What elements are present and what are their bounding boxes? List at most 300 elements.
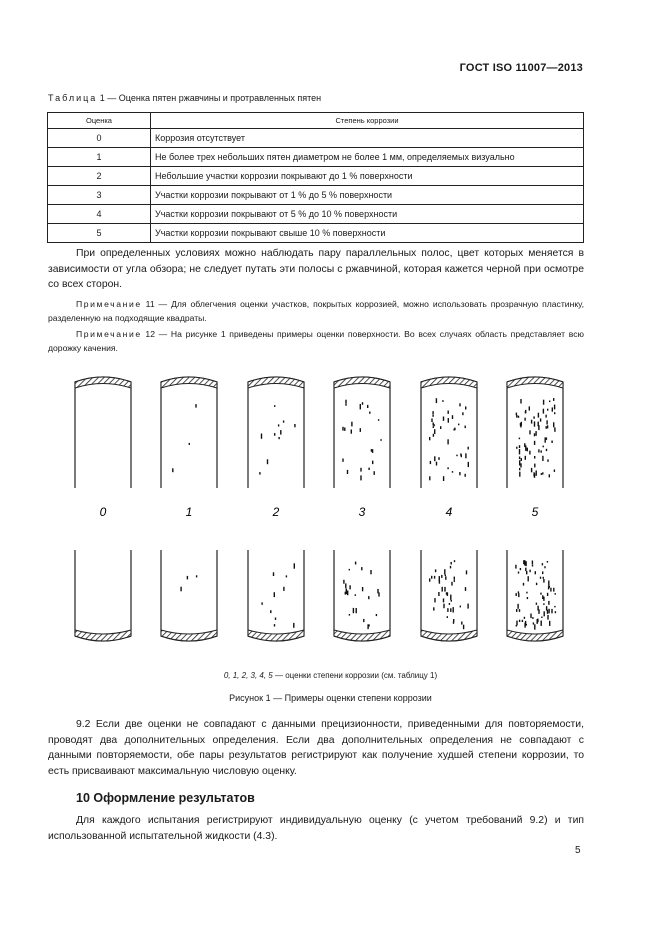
corrosion-spot — [380, 439, 381, 441]
corrosion-spot — [525, 445, 526, 451]
corrosion-spot — [529, 451, 530, 455]
corrosion-spot — [273, 572, 274, 576]
corrosion-spot — [516, 447, 517, 449]
corrosion-spot — [431, 419, 432, 423]
corrosion-spot — [444, 569, 445, 574]
corrosion-spot — [459, 403, 460, 406]
corrosion-spot — [429, 476, 430, 480]
corrosion-spot — [535, 571, 536, 574]
corrosion-spot — [278, 437, 279, 439]
corrosion-spot — [526, 592, 527, 594]
corrosion-spot — [368, 468, 369, 470]
corrosion-spot — [519, 449, 520, 454]
figure-legend — [0, 671, 661, 680]
corrosion-spot — [534, 624, 535, 629]
corrosion-spot — [447, 439, 448, 444]
corrosion-spot — [451, 562, 452, 565]
corrosion-spot — [454, 577, 455, 580]
corrosion-spot — [371, 449, 372, 452]
corrosion-spot — [520, 399, 521, 404]
corrosion-spot — [453, 607, 454, 612]
corrosion-spot — [554, 405, 555, 410]
corrosion-spot — [541, 621, 542, 626]
figure-grade-label: 3 — [358, 505, 366, 519]
corrosion-spot — [553, 398, 554, 401]
corrosion-spot — [172, 468, 173, 472]
corrosion-spot — [516, 415, 517, 418]
corrosion-spot — [525, 456, 526, 460]
grade-cell: 3 — [48, 186, 151, 205]
corrosion-spot — [524, 418, 525, 421]
corrosion-spot — [542, 456, 543, 461]
corrosion-spot — [429, 437, 430, 440]
corrosion-spot — [432, 415, 433, 417]
corrosion-spot — [433, 607, 434, 610]
corrosion-spot — [542, 571, 543, 574]
corrosion-spot — [460, 453, 461, 455]
corrosion-spot — [434, 576, 435, 579]
corrosion-spot — [345, 592, 346, 595]
corrosion-spot — [516, 413, 517, 416]
grade-cell: 0 — [48, 129, 151, 148]
corrosion-spot — [519, 457, 520, 460]
corrosion-spot — [533, 472, 534, 476]
section-10-title: 10 Оформление результатов — [76, 791, 255, 805]
corrosion-spot — [280, 430, 281, 435]
table-row — [48, 205, 584, 224]
corrosion-spot — [274, 405, 275, 407]
corrosion-spot — [431, 576, 432, 579]
note-11-label: Примечание — [76, 299, 142, 309]
bearing-strip-cap — [421, 377, 477, 388]
corrosion-spot — [521, 422, 522, 426]
document-standard-number: ГОСТ ISO 11007—2013 — [459, 62, 583, 74]
bearing-strip-cap — [75, 377, 131, 388]
corrosion-spot — [274, 433, 275, 436]
degree-cell: Коррозия отсутствует — [151, 129, 584, 148]
corrosion-spot — [544, 566, 545, 568]
bearing-strip-outline — [334, 377, 390, 488]
bearing-strip-cap — [507, 630, 563, 641]
corrosion-spot — [519, 620, 520, 622]
section-10-text: Для каждого испытания регистрируют индивидуальную оценку (с учетом требований 9.2) и тип использованной испытательной жидкости (4.3). — [48, 815, 584, 842]
corrosion-spot — [447, 616, 448, 618]
corrosion-spot — [353, 608, 354, 613]
corrosion-spot — [543, 603, 544, 605]
corrosion-spot — [533, 416, 534, 418]
corrosion-spot — [355, 594, 356, 596]
corrosion-spot — [527, 597, 528, 599]
corrosion-spot — [454, 560, 455, 562]
corrosion-spot — [553, 588, 554, 592]
corrosion-spot — [536, 470, 537, 475]
corrosion-spot — [519, 609, 520, 612]
corrosion-spot — [532, 565, 533, 567]
corrosion-spot — [529, 570, 530, 573]
bearing-strip-outline — [421, 550, 477, 641]
corrosion-spot — [554, 606, 555, 608]
bearing-strip-outline — [334, 550, 390, 641]
corrosion-spot — [452, 415, 453, 419]
corrosion-spot — [448, 411, 449, 414]
corrosion-spot — [430, 461, 431, 464]
corrosion-spot — [534, 464, 535, 468]
corrosion-spot — [436, 462, 437, 466]
corrosion-spot — [372, 449, 373, 453]
corrosion-spot — [443, 476, 444, 481]
corrosion-spot — [343, 580, 344, 584]
corrosion-spot — [434, 429, 435, 434]
corrosion-spot — [516, 593, 517, 596]
corrosion-spot — [450, 595, 451, 600]
corrosion-spot — [545, 415, 546, 418]
corrosion-spot — [549, 474, 550, 477]
corrosion-spot — [433, 426, 434, 428]
corrosion-spot — [465, 406, 466, 409]
corrosion-spot — [534, 441, 535, 445]
corrosion-spot — [542, 472, 543, 474]
corrosion-spot — [518, 593, 519, 597]
figure-grade-label: 5 — [531, 505, 539, 519]
corrosion-spot — [362, 587, 363, 591]
corrosion-spot — [519, 460, 520, 465]
corrosion-spot — [543, 409, 544, 414]
bearing-strip-outline — [248, 377, 304, 488]
corrosion-spot — [547, 425, 548, 428]
corrosion-spot — [458, 424, 459, 426]
corrosion-spot — [440, 426, 441, 429]
corrosion-spot — [550, 588, 551, 592]
corrosion-spot — [447, 592, 448, 596]
corrosion-spot — [360, 475, 361, 480]
corrosion-spot — [554, 427, 555, 431]
corrosion-spot — [465, 453, 466, 458]
corrosion-spot — [374, 471, 375, 475]
table-row — [48, 148, 584, 167]
corrosion-spot — [535, 431, 536, 436]
corrosion-spot — [451, 582, 452, 586]
corrosion-spot — [356, 608, 357, 613]
corrosion-spot — [438, 592, 439, 596]
paragraph-9-2: 9.2 Если две оценки не совпадают с данными прецизионности, приведенными для повторяемости, проводят два дополнительных определения. Если два дополнительных определения не совпадают с данными повторяемости, обе пары результатов регистрируют как получение худшей степени коррозии, то есть присваивают максимальную числовую оценку. — [48, 719, 584, 777]
corrosion-spot — [531, 468, 532, 472]
corrosion-spot — [519, 445, 520, 448]
table-caption-label: Таблица — [48, 93, 98, 103]
corrosion-spot — [551, 441, 552, 444]
corrosion-spot — [459, 472, 460, 475]
corrosion-spot — [453, 622, 454, 624]
corrosion-spot — [378, 419, 379, 421]
corrosion-spot — [449, 603, 450, 605]
corrosion-spot — [361, 567, 362, 570]
corrosion-spot — [345, 404, 346, 406]
corrosion-spot — [342, 459, 343, 462]
corrosion-spot — [546, 437, 547, 440]
corrosion-spot — [259, 472, 260, 475]
corrosion-spot — [344, 428, 345, 431]
corrosion-spot — [547, 459, 548, 461]
corrosion-spot — [349, 569, 350, 571]
corrosion-spot — [372, 461, 373, 465]
top-bearing-strips — [75, 377, 563, 488]
corrosion-spot — [468, 462, 469, 467]
corrosion-spot — [270, 610, 271, 613]
corrosion-spot — [530, 614, 531, 619]
corrosion-spot — [520, 568, 521, 570]
corrosion-spot — [534, 421, 535, 426]
corrosion-spot — [465, 587, 466, 591]
note-12 — [48, 327, 584, 355]
corrosion-spot — [278, 424, 279, 426]
corrosion-spot — [528, 576, 529, 581]
page-number: 5 — [575, 845, 581, 856]
corrosion-spot — [453, 619, 454, 622]
corrosion-spot — [532, 617, 533, 619]
corrosion-spot — [342, 427, 343, 431]
corrosion-spot — [261, 602, 262, 604]
corrosion-spot — [516, 621, 517, 626]
column-header-grade: Оценка — [48, 113, 151, 129]
corrosion-spot — [543, 446, 544, 448]
corrosion-spot — [546, 420, 547, 424]
corrosion-spot — [540, 418, 541, 421]
corrosion-spot — [468, 447, 469, 450]
corrosion-spot — [189, 443, 190, 445]
corrosion-spot — [450, 608, 451, 612]
grade-cell: 4 — [48, 205, 151, 224]
degree-cell: Не более трех небольших пятен диаметром не более 1 мм, определяемых визуально — [151, 148, 584, 167]
corrosion-spot — [532, 561, 533, 565]
corrosion-spot — [377, 589, 378, 593]
corrosion-spot — [527, 448, 528, 452]
corrosion-spot — [518, 572, 519, 574]
corrosion-spot — [443, 604, 444, 609]
bearing-strip-cap — [334, 377, 390, 388]
corrosion-spot — [519, 438, 520, 440]
grade-cell: 1 — [48, 148, 151, 167]
table-row — [48, 224, 584, 243]
corrosion-spot — [515, 565, 516, 569]
corrosion-spot — [439, 576, 440, 581]
corrosion-spot — [529, 406, 530, 410]
bearing-strip-outline — [248, 550, 304, 641]
corrosion-spot — [546, 449, 547, 451]
corrosion-spot — [547, 561, 548, 563]
corrosion-spot — [543, 577, 544, 579]
corrosion-spot — [442, 400, 443, 402]
figure-caption: Рисунок 1 — Примеры оценки степени коррозии — [229, 693, 432, 703]
corrosion-spot — [368, 596, 369, 599]
corrosion-spot — [460, 606, 461, 608]
corrosion-spot — [448, 418, 449, 423]
corrosion-spot — [362, 402, 363, 405]
corrosion-spot — [467, 604, 468, 609]
corrosion-spot — [524, 560, 525, 565]
corrosion-spot — [551, 609, 552, 613]
corrosion-spot — [275, 618, 276, 620]
corrosion-spot — [267, 459, 268, 464]
corrosion-spot — [447, 467, 448, 469]
corrosion-spot — [351, 430, 352, 434]
bearing-strip-cap — [334, 630, 390, 641]
corrosion-spot — [195, 404, 196, 408]
corrosion-spot — [261, 434, 262, 439]
corrosion-spot — [531, 420, 532, 424]
corrosion-spot — [522, 620, 523, 622]
corrosion-spot — [538, 449, 539, 452]
corrosion-spot — [541, 450, 542, 452]
bearing-strip-cap — [421, 630, 477, 641]
corrosion-spot — [542, 563, 543, 565]
corrosion-spot — [543, 400, 544, 405]
corrosion-spot — [538, 413, 539, 418]
corrosion-spot — [548, 586, 549, 589]
corrosion-spot — [445, 576, 446, 580]
corrosion-spot — [370, 570, 371, 574]
figure-grade-label: 2 — [272, 505, 280, 519]
corrosion-spot — [525, 410, 526, 413]
corrosion-spot — [196, 575, 197, 577]
corrosion-spot — [529, 430, 530, 434]
corrosion-spot — [351, 422, 352, 427]
corrosion-spot — [442, 587, 443, 592]
corrosion-spot — [447, 608, 448, 612]
table-row — [48, 186, 584, 205]
corrosion-spot — [552, 407, 553, 411]
corrosion-spot — [545, 437, 546, 442]
corrosion-grade-table — [47, 112, 584, 243]
table-header-row — [48, 113, 584, 129]
corrosion-spot — [538, 425, 539, 430]
corrosion-spot — [180, 587, 181, 592]
bearing-strip-outline — [75, 377, 131, 488]
figure-grade-label: 4 — [445, 505, 453, 519]
table-row — [48, 129, 584, 148]
corrosion-spot — [555, 593, 556, 595]
corrosion-spot — [465, 474, 466, 477]
corrosion-spot — [360, 404, 361, 409]
corrosion-spot — [452, 471, 453, 473]
corrosion-spot — [450, 566, 451, 569]
corrosion-spot — [349, 614, 350, 616]
corrosion-spot — [187, 576, 188, 580]
corrosion-spot — [443, 417, 444, 421]
corrosion-spot — [537, 606, 538, 611]
corrosion-spot — [553, 422, 554, 427]
table-caption — [48, 93, 321, 103]
corrosion-spot — [349, 585, 350, 589]
corrosion-spot — [274, 624, 275, 626]
corrosion-spot — [438, 457, 439, 460]
corrosion-spot — [441, 575, 442, 578]
corrosion-spot — [436, 398, 437, 403]
corrosion-spot — [555, 611, 556, 613]
corrosion-spot — [548, 601, 549, 605]
corrosion-spot — [293, 623, 294, 628]
bearing-strip-outline — [161, 377, 217, 488]
corrosion-spot — [516, 609, 517, 612]
corrosion-grade-figure — [60, 370, 580, 660]
corrosion-spot — [461, 622, 462, 625]
table-row — [48, 167, 584, 186]
degree-cell: Участки коррозии покрывают от 5 % до 10 % поверхности — [151, 205, 584, 224]
figure-grade-labels — [100, 505, 539, 519]
corrosion-spot — [525, 621, 526, 626]
corrosion-spot — [368, 624, 369, 626]
corrosion-spot — [360, 468, 361, 472]
degree-cell: Участки коррозии покрывают свыше 10 % поверхности — [151, 224, 584, 243]
corrosion-spot — [435, 569, 436, 572]
corrosion-spot — [548, 581, 549, 586]
bearing-strip-cap — [75, 630, 131, 641]
bearing-strip-cap — [248, 377, 304, 388]
corrosion-spot — [376, 614, 377, 616]
corrosion-spot — [283, 587, 284, 591]
corrosion-spot — [544, 611, 545, 616]
paragraph-parallel-bands: При определенных условиях можно наблюдать пару параллельных полос, цвет которых меняется в зависимости от угла обзора; не следует путать эти полосы с ржавчиной, которая кажется черной при осмотре со всех сторон. — [48, 248, 584, 290]
corrosion-spot — [547, 593, 548, 596]
corrosion-spot — [360, 428, 361, 432]
corrosion-spot — [534, 433, 535, 436]
table-caption-text: 1 — Оценка пятен ржавчины и протравленных пятен — [97, 93, 322, 103]
note-12-label: Примечание — [76, 329, 142, 339]
corrosion-spot — [536, 583, 537, 585]
corrosion-spot — [517, 604, 518, 609]
figure-grade-label: 0 — [99, 505, 107, 519]
corrosion-spot — [286, 575, 287, 577]
corrosion-spot — [546, 426, 547, 429]
column-header-degree: Степень коррозии — [151, 113, 584, 129]
corrosion-spot — [540, 593, 541, 595]
figure-legend-text: — оценки степени коррозии (см. таблицу 1) — [272, 671, 438, 680]
corrosion-spot — [519, 472, 520, 477]
corrosion-spot — [548, 609, 549, 614]
corrosion-spot — [547, 409, 548, 411]
corrosion-spot — [429, 578, 430, 581]
corrosion-spot — [434, 424, 435, 426]
degree-cell: Небольшие участки коррозии покрывают до 1 % поверхности — [151, 167, 584, 186]
corrosion-spot — [541, 617, 542, 619]
bottom-bearing-strips — [75, 550, 563, 641]
corrosion-spot — [367, 405, 368, 408]
corrosion-spot — [554, 412, 555, 414]
corrosion-spot — [521, 458, 522, 461]
corrosion-spot — [451, 600, 452, 602]
corrosion-spot — [433, 434, 434, 437]
corrosion-spot — [454, 580, 455, 582]
corrosion-spot — [537, 619, 538, 624]
corrosion-spot — [347, 591, 348, 596]
bearing-strip-cap — [161, 377, 217, 388]
bearing-strip-outline — [161, 550, 217, 641]
figure-legend-numbers: 0, 1, 2, 3, 4, 5 — [223, 671, 273, 680]
corrosion-spot — [345, 400, 346, 404]
corrosion-spot — [434, 456, 435, 461]
bearing-strip-outline — [75, 550, 131, 641]
corrosion-spot — [546, 606, 547, 610]
bearing-strip-cap — [161, 630, 217, 641]
corrosion-spot — [554, 470, 555, 472]
grade-cell: 5 — [48, 224, 151, 243]
corrosion-spot — [547, 615, 548, 620]
corrosion-spot — [536, 603, 537, 605]
corrosion-spot — [533, 622, 534, 624]
corrosion-spot — [283, 421, 284, 423]
corrosion-spot — [465, 426, 466, 429]
corrosion-spot — [462, 412, 463, 415]
corrosion-spot — [454, 428, 455, 431]
corrosion-spot — [526, 571, 527, 575]
